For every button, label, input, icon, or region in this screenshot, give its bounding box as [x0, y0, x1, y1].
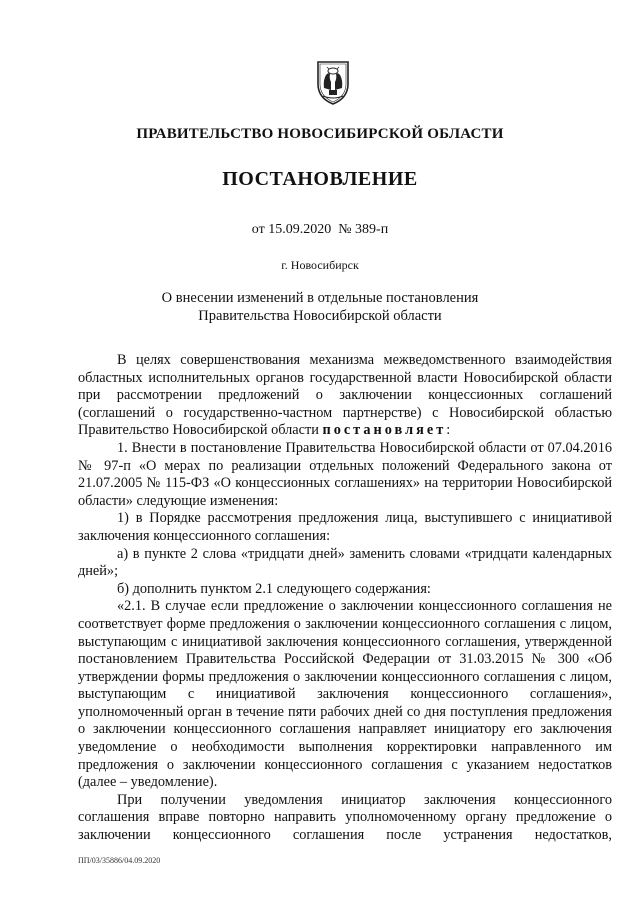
subject-line-2: Правительства Новосибирской области	[198, 308, 442, 324]
decree-word: постановляет	[322, 422, 447, 439]
footer-document-code: ПП/03/35886/04.09.2020	[78, 856, 161, 865]
paragraph-subitem-1: 1) в Порядке рассмотрения предложения лица, выступившего с инициативой заключения концессионного соглашения:	[78, 510, 612, 544]
government-title: ПРАВИТЕЛЬСТВО НОВОСИБИРСКОЙ ОБЛАСТИ	[136, 126, 504, 142]
paragraph-clause-2-1: «2.1. В случае если предложение о заключении концессионного соглашения не соответствует форме предложения о заключении концессионного соглашения с лицом, выступающим с инициативой заключения концессионного соглашения, утвержденной постановлением Правительства Российской Федерации от 31.03.2015 № 300 «Об утверждении формы предложения о заключении концессионного соглашения с лицом, выступающим с инициативой заключения концессионного соглашения», уполномоченный орган в течение пяти рабочих дней со дня поступления предложения о заключении концессионного соглашения направляет инициатору его заключения уведомление о необходимости выполнения корректировки направленного им предложения о заключении концессионного соглашения с указанием недостатков (далее – уведомление).	[78, 598, 612, 791]
paragraph-preamble	[78, 352, 612, 440]
document-city: г. Новосибирск	[281, 258, 359, 272]
paragraph-continuation: При получении уведомления инициатор заключения концессионного соглашения вправе повторно направить уполномоченному органу предложение о заключении концессионного соглашения после устранения недостатков,	[78, 791, 612, 844]
document-subject	[0, 289, 640, 325]
preamble-end: :	[446, 422, 451, 439]
paragraph-subitem-a: а) в пункте 2 слова «тридцати дней» заменить словами «тридцати календарных дней»;	[78, 545, 612, 580]
paragraph-subitem-b: б) дополнить пунктом 2.1 следующего содержания:	[117, 580, 431, 597]
coat-of-arms-emblem	[315, 58, 351, 106]
document-body	[78, 352, 612, 845]
subject-line-1: О внесении изменений в отдельные постановления	[161, 290, 479, 306]
document-type-heading: ПОСТАНОВЛЕНИЕ	[222, 168, 418, 190]
document-date-number: от 15.09.2020 № 389-п	[251, 222, 389, 237]
preamble-text: В целях совершенствования механизма межведомственного взаимодействия областных исполнительных органов государственной власти Новосибирской области при рассмотрении предложений о заключении концессионных соглашений (соглашений о государственно-частном партнерстве) с Новосибирской областью Правительство Новосибирской области	[78, 352, 612, 439]
paragraph-item-1: 1. Внести в постановление Правительства Новосибирской области от 07.04.2016 № 97-п «О мерах по реализации отдельных положений Федерального закона от 21.07.2005 № 115-ФЗ «О концессионных соглашениях» на территории Новосибирской области» следующие изменения:	[78, 439, 612, 509]
